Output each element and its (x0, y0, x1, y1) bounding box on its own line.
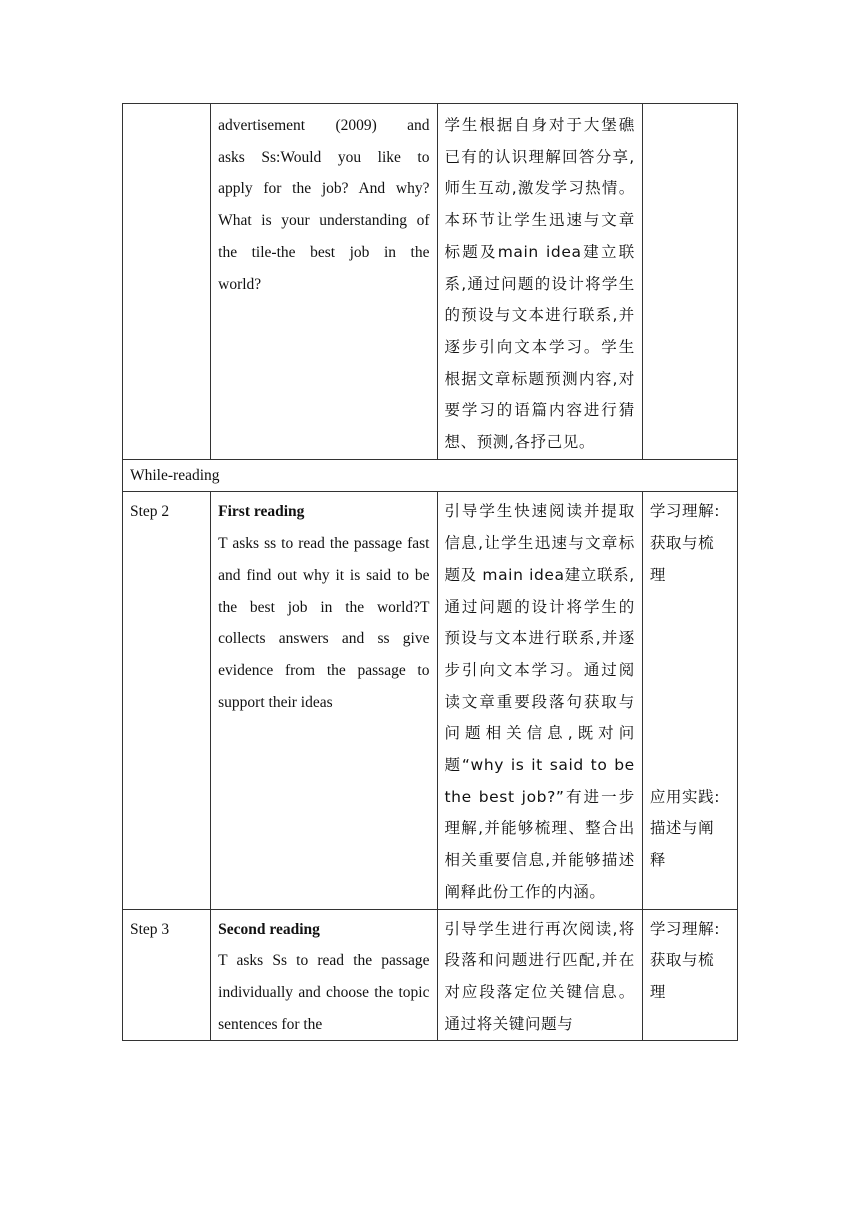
step-cell (123, 104, 211, 460)
activity-title: Second reading (218, 920, 320, 938)
target-text: 学习理解:获取与梳理 (649, 502, 721, 584)
step-cell: Step 3 (123, 909, 211, 1041)
activity-line: What is your understanding of (218, 212, 430, 230)
activity-line: asks Ss:Would you like to (218, 148, 430, 166)
target-cell: 学习理解:获取与梳理 (642, 909, 737, 1041)
activity-cell (211, 492, 437, 909)
target-cell (642, 104, 737, 460)
purpose-cell: 学生根据自身对于大堡礁已有的认识理解回答分享,师生互动,激发学习热情。本环节让学生迅速与文章标题及main idea建立联系,通过问题的设计将学生的预设与文本进行联系,并逐步引向文本学习。学生根据文章标题预测内容,对要学习的语篇内容进行猜想、预测,各抒己见。 (437, 104, 642, 460)
lesson-plan-table (122, 103, 738, 1041)
activity-title: First reading (218, 503, 305, 521)
activity-line: the tile-the best job in the (218, 243, 430, 261)
activity-line: advertisement (2009) and (218, 117, 430, 134)
activity-cell (211, 909, 437, 1041)
table-row-step2 (123, 492, 738, 909)
activity-cell (211, 104, 437, 460)
activity-line: apply for the job? And why? (218, 180, 430, 198)
target-cell (642, 492, 737, 909)
purpose-cell: 引导学生快速阅读并提取信息,让学生迅速与文章标题及 main idea建立联系,通过问题的设计将学生的预设与文本进行联系,并逐步引向文本学习。通过阅读文章重要段落句获取与问题相关信息,既对问题“why is it said to be the best job?”有进一步理解,并能够梳理、整合出相关重要信息,并能够描述阐释此份工作的内涵。 (437, 492, 642, 909)
phase-row (123, 459, 738, 492)
activity-line: world? (218, 275, 262, 293)
target-text: 应用实践:描述与阐释 (649, 787, 721, 869)
activity-text: T asks Ss to read the passage individually and choose the topic sentences for the (218, 952, 430, 1033)
table-row-intro (123, 104, 738, 460)
step-cell: Step 2 (123, 492, 211, 909)
phase-label: While-reading (123, 459, 738, 492)
purpose-cell: 引导学生进行再次阅读,将段落和问题进行匹配,并在对应段落定位关键信息。通过将关键问题与 (437, 909, 642, 1041)
activity-text: T asks ss to read the passage fast and find out why it is said to be the best job in the world?T collects answers and ss give evidence from the passage to support their ideas (218, 535, 430, 711)
table-row-step3 (123, 909, 738, 1041)
